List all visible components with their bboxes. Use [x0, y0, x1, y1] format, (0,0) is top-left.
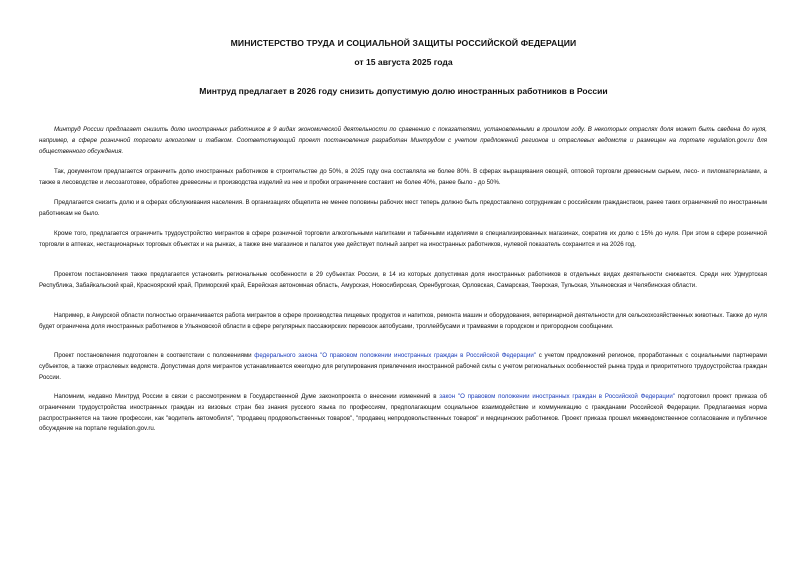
- paragraph-intro: Минтруд России предлагает снизить долю иностранных работников в 9 видах экономической деятельности по сравнению с показателями, установленными в прошлом году. В некоторых отраслях доля может быть сведена до нуля, например, в сфере розничной торговли алкоголем и табаком. Соответствующий проект постановления разработан Минтрудом с учетом предложений регионов и отраслевых ведомств и размещен на портале regulation.gov.ru для общественного обсуждения.: [39, 126, 767, 155]
- paragraph-text: Проект постановления подготовлен в соответствии с положениями: [54, 352, 255, 359]
- document-date: от 15 августа 2025 года: [354, 57, 453, 67]
- federal-law-link[interactable]: федерального закона "О правовом положении иностранных граждан в Российской Федерации": [254, 352, 537, 359]
- paragraph-retail: Кроме того, предлагается ограничить трудоустройство мигрантов в сфере розничной торговли алкогольными напитками и табачными изделиями в специализированных магазинах, сократив их долю с 15% до нуля. При этом в сфере розничной торговли в аптеках, нестационарных торговых объектах и на рынках, а также вне магазинов и палаток уже действует полный запрет на иностранных работников, нулевой показатель сохранится и на 2026 год.: [39, 230, 767, 248]
- paragraph-services: Предлагается снизить долю и в сферах обслуживания населения. В организациях общепита не менее половины рабочих мест теперь должно быть предоставлено сотрудникам с российским гражданством, ранее таких ограничений по иностранным работникам не было.: [39, 199, 767, 217]
- paragraph-construction: Так, документом предлагается ограничить долю иностранных работников в строительстве до 50%, в 2025 году она составляла не более 80%. В сферах выращивания овощей, оптовой торговли древесным сырьем, лесо- и пиломатериалами, а также в лесоводстве и лесозаготовке, обработке древесины и производства изделий из нее и пробки ограничение составит не более 40%, ранее было - до 50%.: [39, 168, 767, 186]
- ministry-name: МИНИСТЕРСТВО ТРУДА И СОЦИАЛЬНОЙ ЗАЩИТЫ РОССИЙСКОЙ ФЕДЕРАЦИИ: [230, 38, 577, 48]
- law-link[interactable]: закон "О правовом положении иностранных граждан в Российской Федерации": [439, 393, 675, 400]
- paragraph-text: с учетом предложений регионов, проработанных с социальными партнерами субъектов, а также отраслевых ведомств. Допустимая доля мигрантов устанавливается ежегодно для регулирования привлечения иностранной рабочей силы с учетом региональных особенностей рынка труда и приоритетного трудоустройства граждан России.: [39, 352, 767, 381]
- document-title: Минтруд предлагает в 2026 году снизить допустимую долю иностранных работников в России: [199, 86, 608, 96]
- paragraph-regions: Проектом постановления также предлагается установить региональные особенности в 29 субъектах России, в 14 из которых допустимая доля иностранных работников в отдельных видах деятельности снижается. Среди них Удмуртская Республика, Забайкальский край, Красноярский край, Приморский край, Еврейская автономная область, Амурская, Новосибирская, Оренбургская, Орловская, Самарская, Тверская, Тульская, Ульяновская и Челябинская области.: [39, 271, 767, 289]
- paragraph-order-draft: [39, 392, 767, 435]
- paragraph-legal-basis: [39, 351, 767, 383]
- paragraph-text: подготовил проект приказа об ограничении трудоустройства иностранных граждан из визовых стран без знания русского языка по профессиям, предполагающим социальное взаимодействие и коммуникацию с гражданами Российской Федерации. Предлагаемая норма распространяется на такие профессии, как "водитель автомобиля", "продавец продовольственных товаров", "продавец непродовольственных товаров" и медицинских работников. Проект приказа прошел межведомственное согласование и публичное обсуждение на портале regulation.gov.ru.: [39, 393, 767, 433]
- paragraph-amur-example: Например, в Амурской области полностью ограничивается работа мигрантов в сфере производства пищевых продуктов и напитков, ремонта машин и оборудования, ветеринарной деятельности для сельскохозяйственных животных. Также до нуля будет ограничена доля иностранных работников в Ульяновской области в сфере регулярных пассажирских перевозок автобусами, троллейбусами и трамваями в городском и пригородном сообщении.: [39, 312, 767, 330]
- paragraph-text: Напомним, недавно Минтруд России в связи с рассмотрением в Государственной Думе законопроекта о внесении изменений в: [54, 393, 440, 400]
